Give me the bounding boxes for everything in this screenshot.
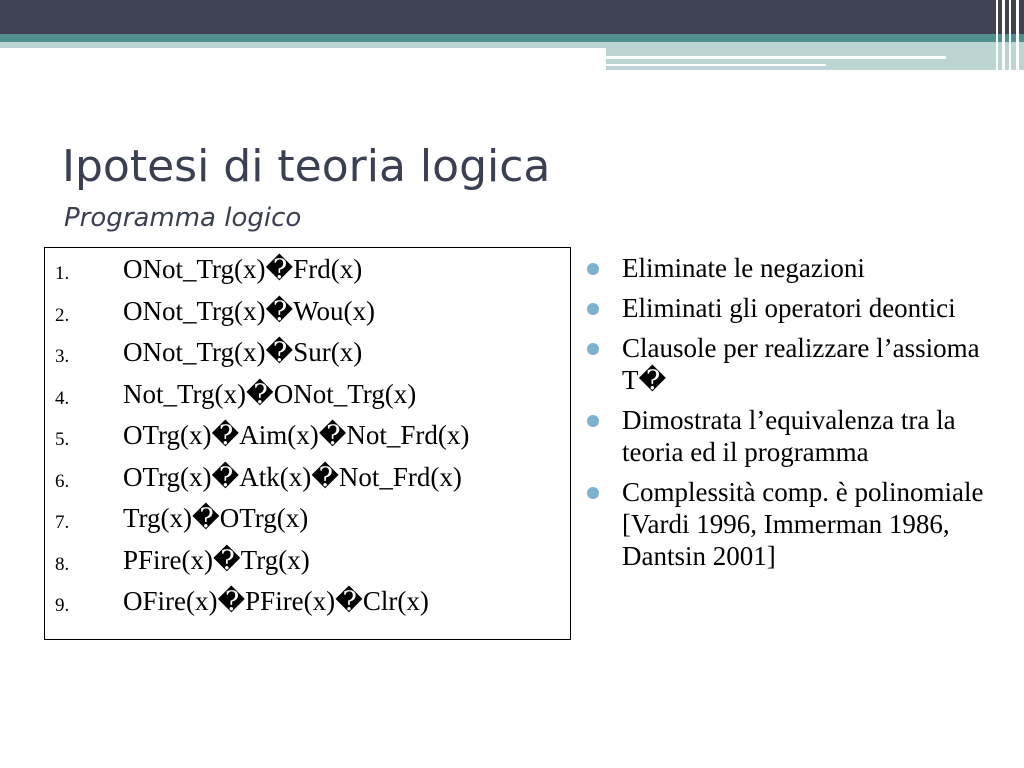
bullet-dot-icon — [587, 415, 599, 427]
rule-text: OTrg(x)�Aim(x)�Not_Frd(x) — [123, 420, 470, 450]
rule-number: 7. — [55, 512, 70, 533]
rule-text: ONot_Trg(x)�Frd(x) — [123, 254, 363, 284]
bullet-text: Clausole per realizzare l’assioma T� — [622, 333, 980, 395]
bullet-dot-icon — [587, 487, 599, 499]
bullet-item — [586, 252, 1006, 284]
rule-number: 3. — [55, 346, 70, 367]
bullet-text: Dimostrata l’equivalenza tra la teoria ed il programma — [622, 405, 956, 467]
rule-number: 9. — [55, 595, 70, 616]
header-band-dark — [0, 0, 1024, 34]
header-band-line-short — [606, 64, 826, 66]
bullet-item — [586, 476, 1006, 572]
rule-text: Trg(x)�OTrg(x) — [123, 503, 309, 533]
bullet-text: Complessità comp. è polinomiale [Vardi 1996, Immerman 1986, Dantsin 2001] — [622, 477, 984, 571]
rule-number: 5. — [55, 429, 70, 450]
rule-number: 4. — [55, 387, 70, 409]
header-band-teal — [0, 34, 1024, 42]
rule-number: 8. — [55, 553, 70, 575]
header-band-line — [606, 56, 946, 59]
slide-subtitle: Programma logico — [64, 203, 302, 233]
bullet-list — [586, 252, 1006, 580]
logic-program-box — [44, 247, 571, 640]
bullet-text: Eliminate le negazioni — [622, 253, 865, 283]
slide-title: Ipotesi di teoria logica — [62, 141, 551, 192]
bullet-item — [586, 332, 1006, 396]
bullet-dot-icon — [587, 263, 599, 275]
rule-text: PFire(x)�Trg(x) — [123, 544, 310, 575]
rule-text: OFire(x)�PFire(x)�Clr(x) — [123, 586, 429, 616]
bullet-text: Eliminati gli operatori deontici — [622, 293, 956, 323]
rule-number: 1. — [55, 263, 70, 284]
rule-number: 6. — [55, 470, 70, 492]
rule-text: ONot_Trg(x)�Wou(x) — [123, 295, 376, 326]
rule-text: OTrg(x)�Atk(x)�Not_Frd(x) — [123, 461, 462, 492]
bullet-item — [586, 404, 1006, 468]
bullet-dot-icon — [587, 303, 599, 315]
header-stripes — [992, 0, 1024, 70]
rule-number: 2. — [55, 304, 70, 326]
bullet-dot-icon — [587, 343, 599, 355]
bullet-item — [586, 292, 1006, 324]
rule-text: ONot_Trg(x)�Sur(x) — [123, 337, 363, 367]
rule-text: Not_Trg(x)�ONot_Trg(x) — [123, 378, 417, 409]
